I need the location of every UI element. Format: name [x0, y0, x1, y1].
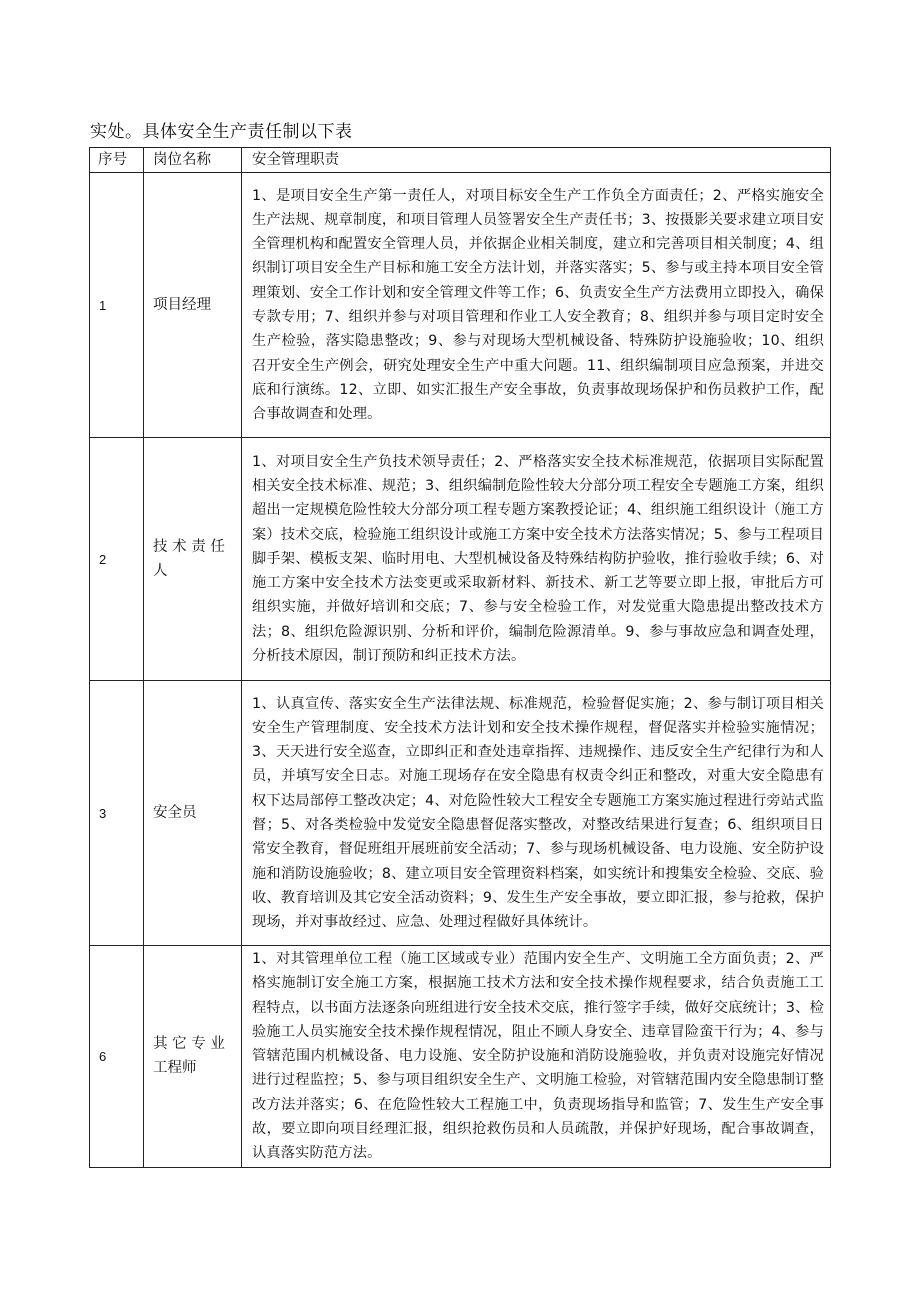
table-row: [90, 681, 831, 946]
row-role: 其 它 专 业 工程师: [144, 946, 242, 1168]
row-duties: 1、是项目安全生产第一责任人，对项目标安全生产工作负全方面责任；2、严格实施安全生产法规、规章制度，和项目管理人员签署安全生产责任书；3、按摄影关要求建立项目安全管理机构和配置安全管理人员，并依据企业相关制度，建立和完善项目相关制度；4、组织制订项目安全生产目标和施工安全方法计划，并落实落实；5、参与或主持本项目安全管理策划、安全工作计划和安全管理文件等工作；6、负责安全生产方法费用立即投入，确保专款专用；7、组织并参与对项目管理和作业工人安全教育；8、组织并参与项目定时安全生产检验，落实隐患整改；9、参与对现场大型机械设备、特殊防护设施验收；10、组织召开安全生产例会，研究处理安全生产中重大问题。11、组织编制项目应急预案，并进交底和行演练。12、立即、如实汇报生产安全事故，负责事故现场保护和伤员救护工作，配合事故调查和处理。: [242, 173, 831, 438]
table-row: [90, 946, 831, 1168]
header-no: 序号: [90, 148, 144, 173]
table-row: [90, 173, 831, 438]
row-role: 安全员: [144, 681, 242, 946]
intro-text: 实处。具体安全生产责任制以下表: [90, 122, 353, 142]
row-duties: 1、对项目安全生产负技术领导责任；2、严格落实安全技术标准规范，依据项目实际配置相关安全技术标准、规范；3、组织编制危险性较大分部分项工程安全专题施工方案，组织超出一定规模危险性较大分部分项工程专题方案教授论证；4、组织施工组织设计（施工方案）技术交底，检验施工组织设计或施工方案中安全技术方法落实情况；5、参与工程项目脚手架、模板支架、临时用电、大型机械设备及特殊结构防护验收，推行验收手续；6、对施工方案中安全技术方法变更或采取新材料、新技术、新工艺等要立即上报，审批后方可组织实施，并做好培训和交底；7、参与安全检验工作，对发觉重大隐患提出整改技术方法；8、组织危险源识别、分析和评价，编制危险源清单。9、参与事故应急和调查处理，分析技术原因，制订预防和纠正技术方法。: [242, 438, 831, 681]
row-role: 项目经理: [144, 173, 242, 438]
duty-table: [89, 147, 831, 1168]
row-number: 6: [90, 946, 144, 1168]
table-row: [90, 438, 831, 681]
row-role: 技 术 责 任 人: [144, 438, 242, 681]
row-duties: 1、认真宣传、落实安全生产法律法规、标准规范，检验督促实施；2、参与制订项目相关安全生产管理制度、安全技术方法计划和安全技术操作规程，督促落实并检验实施情况；3、天天进行安全巡查，立即纠正和查处违章指挥、违规操作、违反安全生产纪律行为和人员，并填写安全日志。对施工现场存在安全隐患有权责令纠正和整改，对重大安全隐患有权下达局部停工整改决定；4、对危险性较大工程安全专题施工方案实施过程进行旁站式监督；5、对各类检验中发觉安全隐患督促落实整改，对整改结果进行复查；6、组织项目日常安全教育，督促班组开展班前安全活动；7、参与现场机械设备、电力设施、安全防护设施和消防设施验收；8、建立项目安全管理资料档案，如实统计和搜集安全检验、交底、验收、教育培训及其它安全活动资料；9、发生生产安全事故，要立即汇报，参与抢救，保护现场，并对事故经过、应急、处理过程做好具体统计。: [242, 681, 831, 946]
row-number: 3: [90, 681, 144, 946]
header-role: 岗位名称: [144, 148, 242, 173]
row-number: 1: [90, 173, 144, 438]
row-number: 2: [90, 438, 144, 681]
row-duties: 1、对其管理单位工程（施工区域或专业）范围内安全生产、文明施工全方面负责；2、严格实施制订安全施工方案，根据施工技术方法和安全技术操作规程要求，结合负责施工工程特点，以书面方法逐条向班组进行安全技术交底，推行签字手续，做好交底统计；3、检验施工人员实施安全技术操作规程情况，阻止不顾人身安全、违章冒险蛮干行为；4、参与管辖范围内机械设备、电力设施、安全防护设施和消防设施验收，并负责对设施完好情况进行过程监控；5、参与项目组织安全生产、文明施工检验，对管辖范围内安全隐患制订整改方法并落实；6、在危险性较大工程施工中，负责现场指导和监管；7、发生生产安全事故，要立即向项目经理汇报，组织抢救伤员和人员疏散，并保护好现场，配合事故调查，认真落实防范方法。: [242, 946, 831, 1168]
table-header-row: [90, 148, 831, 173]
header-duties: 安全管理职责: [242, 148, 831, 173]
